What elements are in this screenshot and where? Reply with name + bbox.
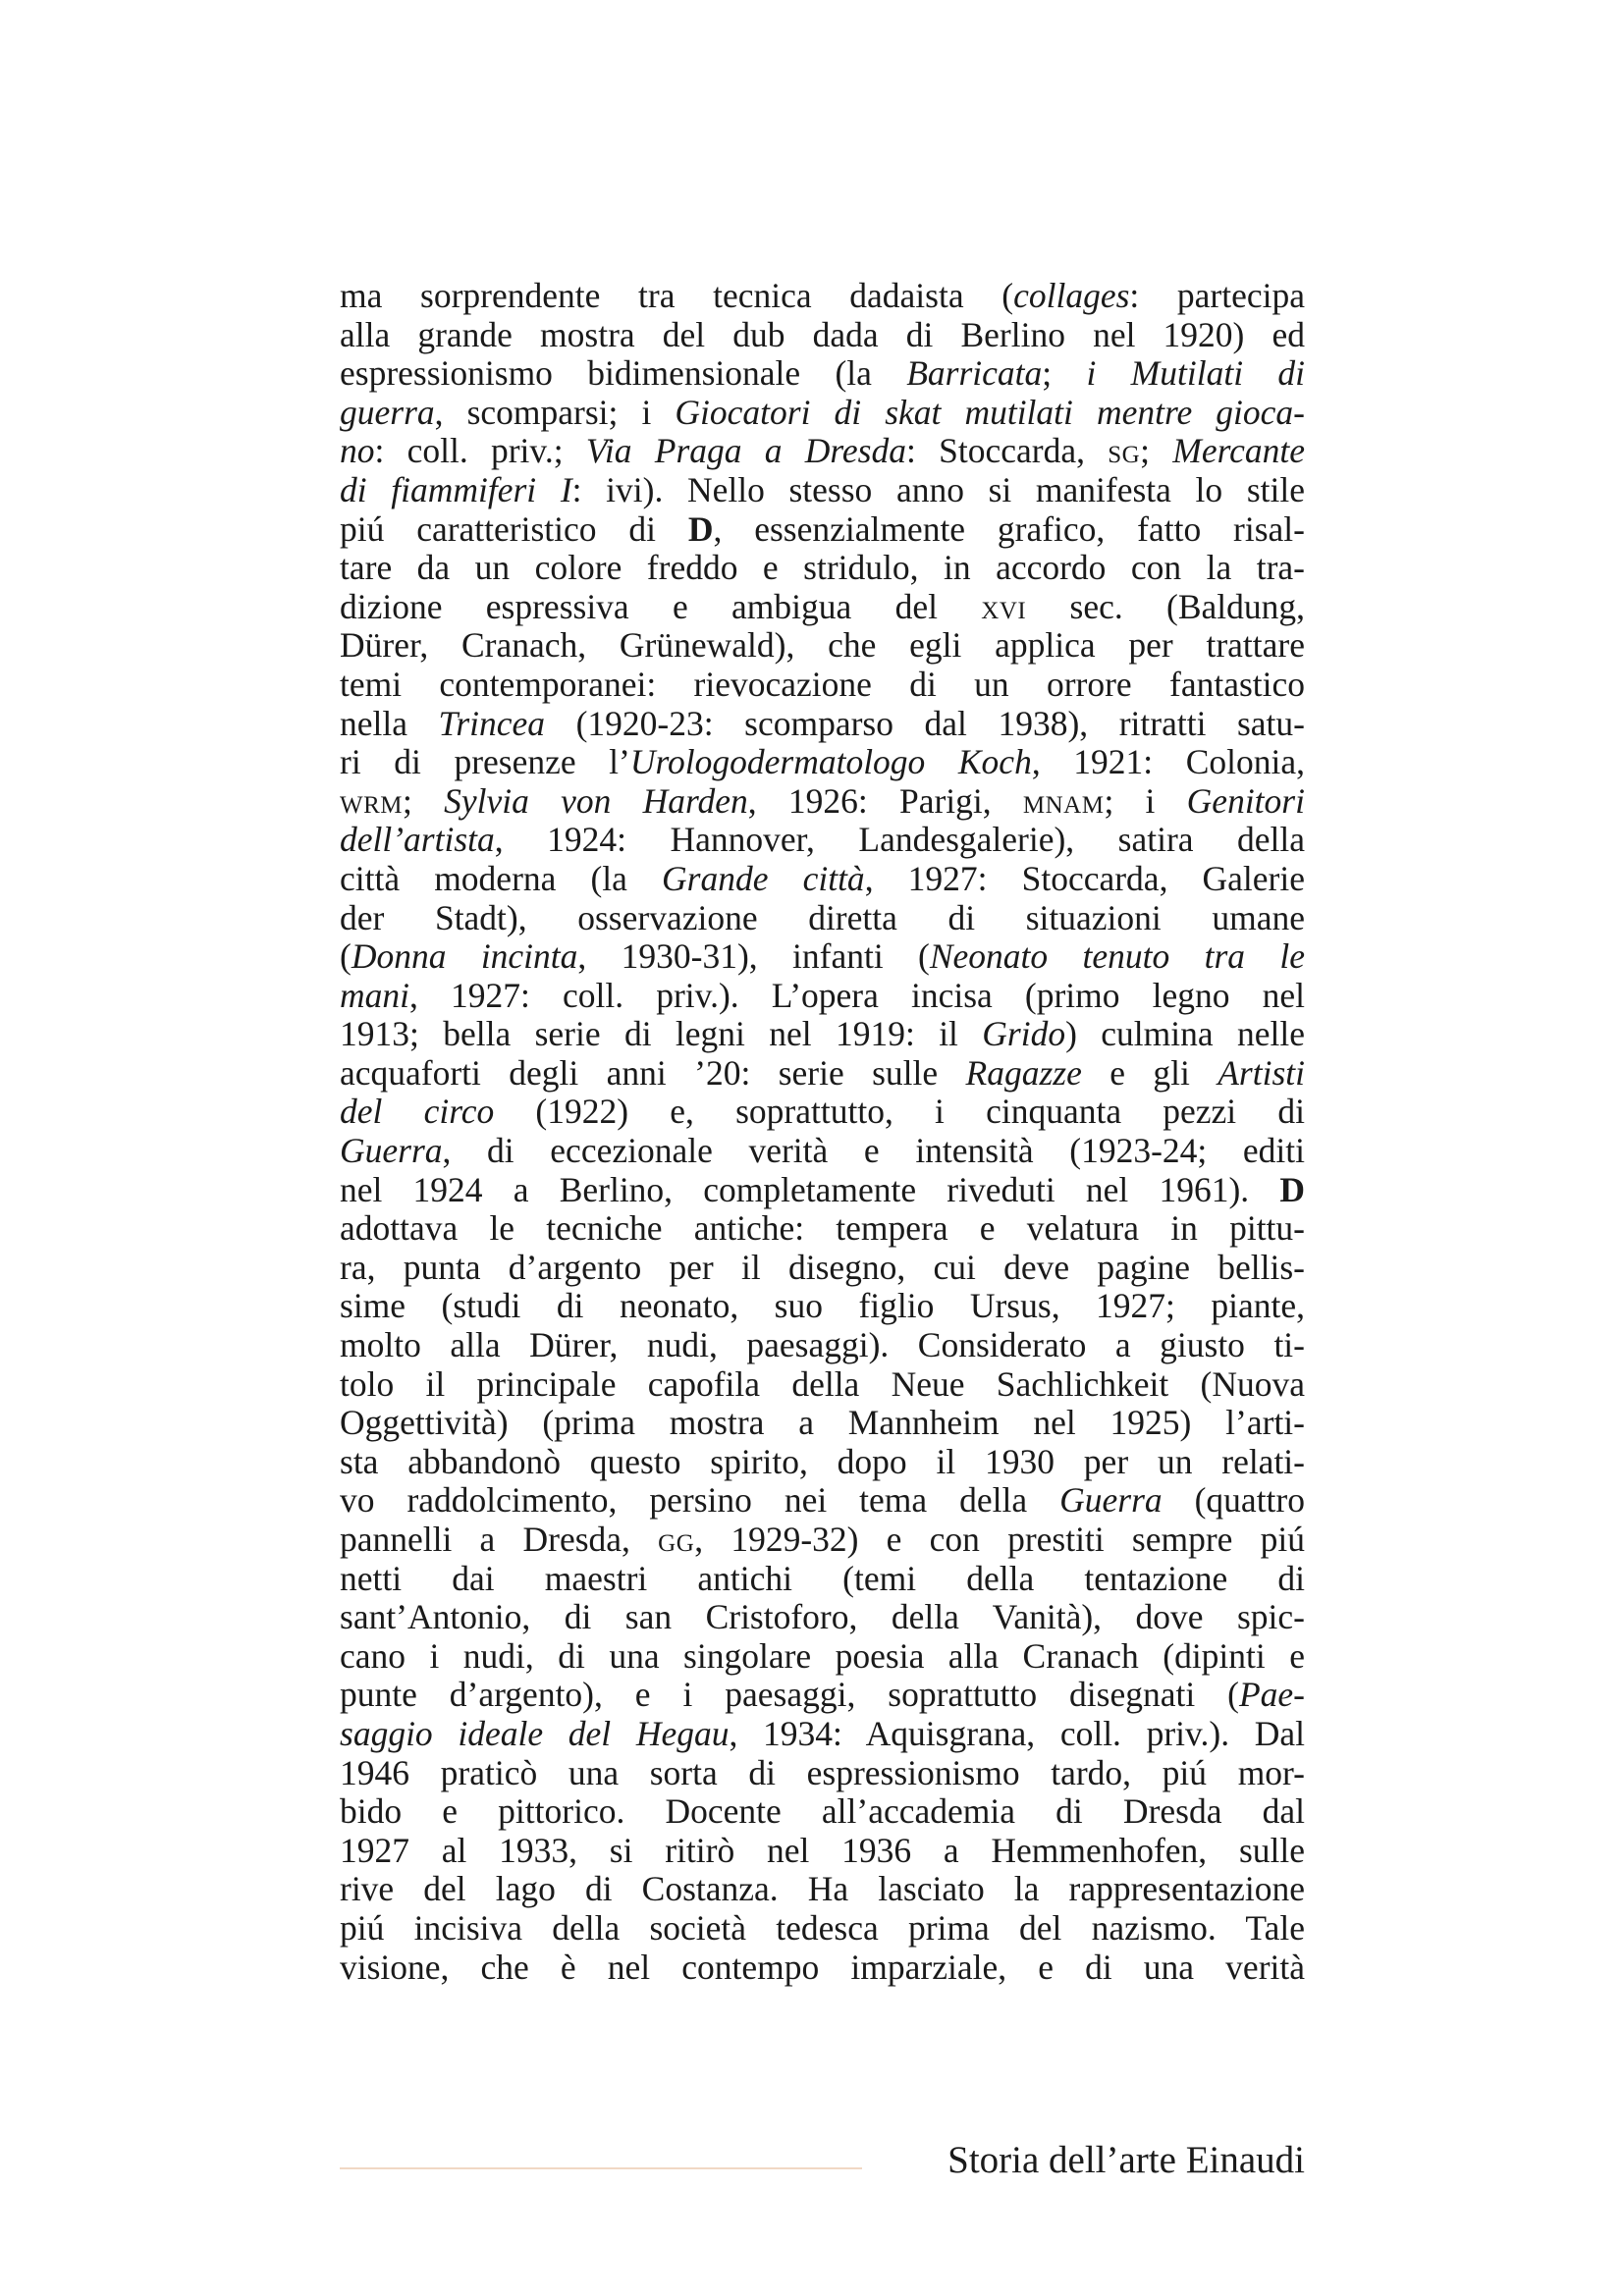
text-segment: Via Praga a Dresda — [585, 431, 906, 471]
text-segment: , 1934: Aquisgrana, coll. priv.). Dal — [729, 1713, 1306, 1753]
text-line — [340, 705, 1305, 744]
text-segment: (quattro — [1162, 1480, 1305, 1521]
text-segment: visione, che è nel contempo imparziale, e di una verità — [340, 1947, 1305, 1987]
text-segment: Giocatori di skat mutilati mentre gioca- — [675, 392, 1305, 432]
text-segment: espressionismo bidimensionale (la — [340, 353, 907, 394]
text-segment: D — [1279, 1169, 1305, 1209]
text-segment: (1920-23: scomparso dal 1938), ritratti satu- — [545, 703, 1305, 743]
text-line — [340, 860, 1305, 899]
text-segment: Ragazze — [965, 1052, 1082, 1093]
text-segment: 1946 praticò una sorta di espressionismo tardo, piú mor- — [340, 1752, 1305, 1792]
text-segment: Genitori — [1186, 780, 1305, 821]
text-line — [340, 1598, 1305, 1637]
text-segment: punte d’argento), e i paesaggi, soprattutto disegnati ( — [340, 1675, 1239, 1715]
text-line — [340, 899, 1305, 938]
text-line — [340, 626, 1305, 666]
text-segment: acquaforti degli anni ’20: serie sulle — [340, 1052, 966, 1093]
text-segment: : partecipa — [1129, 276, 1306, 315]
text-segment: Grido — [982, 1014, 1066, 1054]
text-segment: adottava le tecniche antiche: tempera e velatura in pittu- — [340, 1208, 1305, 1249]
text-line — [340, 1171, 1305, 1210]
text-line — [340, 1676, 1305, 1715]
text-line — [340, 1792, 1305, 1832]
text-segment: sant’Antonio, di san Cristoforo, della Vanità), dove spic- — [340, 1597, 1305, 1637]
text-line — [340, 977, 1305, 1016]
text-segment: , 1927: coll. priv.). L’opera incisa (primo legno nel — [409, 975, 1305, 1015]
text-segment: : ivi). Nello stesso anno si manifesta lo stile — [571, 469, 1305, 509]
text-segment: gg — [658, 1520, 695, 1559]
text-line — [340, 1287, 1305, 1326]
text-segment: nel 1924 a Berlino, completamente riveduti nel 1961). — [340, 1169, 1280, 1209]
text-segment: i Mutilati di — [1086, 353, 1305, 394]
text-segment: Urologodermatologo Koch — [629, 742, 1032, 782]
text-segment: ( — [340, 936, 352, 977]
text-segment: ; — [403, 780, 445, 821]
text-segment: , 1927: Stoccarda, Galerie — [864, 858, 1305, 898]
text-segment: tolo il principale capofila della Neue Sachlichkeit (Nuova — [340, 1363, 1305, 1404]
text-line — [340, 1949, 1305, 1988]
text-line — [340, 277, 1305, 316]
text-segment: rive del lago di Costanza. Ha lasciato la rappresentazione — [340, 1869, 1305, 1909]
text-segment: Trincea — [438, 703, 546, 743]
text-segment: Grande città — [662, 858, 865, 898]
text-segment: piú incisiva della società tedesca prima del nazismo. Tale — [340, 1907, 1305, 1948]
text-line — [340, 1870, 1305, 1909]
text-segment: sec. (Baldung, — [1026, 586, 1305, 626]
text-line — [340, 1832, 1305, 1871]
text-segment: Guerra — [340, 1131, 443, 1171]
text-line — [340, 316, 1305, 355]
text-segment: ra, punta d’argento per il disegno, cui deve pagine bellis- — [340, 1247, 1305, 1287]
text-segment: ; — [1140, 431, 1173, 471]
text-segment: ) culmina nelle — [1065, 1014, 1306, 1054]
text-segment: Donna incinta — [351, 936, 578, 977]
text-segment: ma sorprendente tra tecnica dadaista ( — [340, 276, 1014, 315]
text-line — [340, 1365, 1305, 1405]
text-segment: 1927 al 1933, si ritirò nel 1936 a Hemmenhofen, sulle — [340, 1830, 1305, 1870]
text-line — [340, 549, 1305, 588]
text-segment: Neonato tenuto tra le — [929, 936, 1305, 977]
text-line — [340, 1404, 1305, 1443]
text-segment: Pae- — [1238, 1675, 1305, 1715]
text-segment: città moderna (la — [340, 858, 663, 898]
text-segment: alla grande mostra del dub dada di Berlino nel 1920) ed — [340, 314, 1305, 354]
text-segment: sta abbandonò questo spirito, dopo il 1930 per un relati- — [340, 1441, 1305, 1481]
text-line — [340, 1715, 1305, 1754]
text-segment: , 1929-32) e con prestiti sempre piú — [694, 1520, 1305, 1559]
text-line — [340, 743, 1305, 782]
text-segment: Oggettività) (prima mostra a Mannheim nel 1925) l’arti- — [340, 1403, 1305, 1443]
text-segment: ; — [1042, 353, 1087, 394]
text-segment: : coll. priv.; — [374, 431, 586, 471]
page-footer — [340, 2138, 1305, 2187]
text-segment: Artisti — [1217, 1052, 1305, 1093]
text-line — [340, 354, 1305, 394]
text-line — [340, 666, 1305, 705]
text-segment: (1922) e, soprattutto, i cinquanta pezzi di — [494, 1092, 1305, 1132]
text-segment: Barricata — [906, 353, 1043, 394]
text-segment: e gli — [1081, 1052, 1218, 1093]
text-segment: saggio ideale del Hegau — [340, 1713, 730, 1753]
text-segment: cano i nudi, di una singolare poesia alla Cranach (dipinti e — [340, 1635, 1305, 1676]
footer-title: Storia dell’arte Einaudi — [947, 2139, 1305, 2181]
text-line — [340, 1054, 1305, 1094]
text-segment: vo raddolcimento, persino nei tema della — [340, 1480, 1060, 1521]
text-segment: dizione espressiva e ambigua del — [340, 586, 982, 626]
article-body — [340, 277, 1305, 1987]
text-line — [340, 1249, 1305, 1288]
text-line — [340, 1326, 1305, 1365]
text-segment: Dürer, Cranach, Grünewald), che egli applica per trattare — [340, 625, 1305, 666]
text-line — [340, 1132, 1305, 1171]
text-segment: Sylvia von Harden — [444, 780, 748, 821]
text-segment: tare da un colore freddo e stridulo, in accordo con la tra- — [340, 548, 1305, 588]
text-line — [340, 782, 1305, 822]
text-segment: xvi — [981, 586, 1027, 626]
text-segment: bido e pittorico. Docente all’accademia di Dresda dal — [340, 1791, 1305, 1832]
text-line — [340, 394, 1305, 433]
text-segment: , 1921: Colonia, — [1031, 742, 1305, 782]
text-segment: ri di presenze l’ — [340, 742, 630, 782]
text-line — [340, 1093, 1305, 1132]
text-segment: : Stoccarda, — [906, 431, 1109, 471]
text-line — [340, 821, 1305, 860]
text-line — [340, 1909, 1305, 1949]
text-segment: collages — [1013, 276, 1130, 315]
text-line — [340, 1443, 1305, 1482]
text-line — [340, 510, 1305, 550]
text-segment: del circo — [340, 1092, 495, 1132]
text-segment: sime (studi di neonato, suo figlio Ursus, 1927; piante, — [340, 1286, 1305, 1326]
text-segment: , 1924: Hannover, Landesgalerie), satira della — [494, 820, 1305, 860]
text-segment: mani — [340, 975, 409, 1015]
text-line — [340, 588, 1305, 627]
text-line — [340, 1209, 1305, 1249]
text-segment: , 1930-31), infanti ( — [577, 936, 930, 977]
text-segment: ; i — [1104, 780, 1187, 821]
text-segment: , essenzialmente grafico, fatto risal- — [713, 508, 1305, 549]
text-line — [340, 1754, 1305, 1793]
footer-rule — [340, 2167, 862, 2169]
text-line — [340, 937, 1305, 977]
text-line — [340, 1637, 1305, 1677]
text-segment: D — [687, 508, 714, 549]
text-line — [340, 432, 1305, 471]
text-segment: Mercante — [1172, 431, 1305, 471]
text-segment: temi contemporanei: rievocazione di un orrore fantastico — [340, 664, 1305, 704]
text-segment: , di eccezionale verità e intensità (1923-24; editi — [442, 1131, 1305, 1171]
text-segment: di fiammiferi I — [340, 469, 572, 509]
text-segment: no — [340, 431, 375, 471]
text-segment: dell’artista — [340, 820, 495, 860]
text-line — [340, 1015, 1305, 1054]
text-segment: guerra — [340, 392, 435, 432]
text-line — [340, 471, 1305, 510]
text-line — [340, 1521, 1305, 1560]
text-segment: pannelli a Dresda, — [340, 1520, 659, 1559]
text-line — [340, 1560, 1305, 1599]
text-segment: nella — [340, 703, 439, 743]
text-segment: piú caratteristico di — [340, 508, 688, 549]
text-segment: molto alla Dürer, nudi, paesaggi). Considerato a giusto ti- — [340, 1325, 1305, 1365]
text-segment: netti dai maestri antichi (temi della tentazione di — [340, 1558, 1305, 1598]
text-segment: sg — [1108, 431, 1141, 471]
text-segment: , scomparsi; i — [434, 392, 676, 432]
text-segment: , 1926: Parigi, — [747, 780, 1023, 821]
text-line — [340, 1481, 1305, 1521]
text-segment: wrm — [340, 780, 403, 821]
text-segment: Guerra — [1059, 1480, 1163, 1521]
text-segment: der Stadt), osservazione diretta di situazioni umane — [340, 897, 1305, 937]
text-segment: mnam — [1022, 780, 1105, 821]
text-segment: 1913; bella serie di legni nel 1919: il — [340, 1014, 983, 1054]
